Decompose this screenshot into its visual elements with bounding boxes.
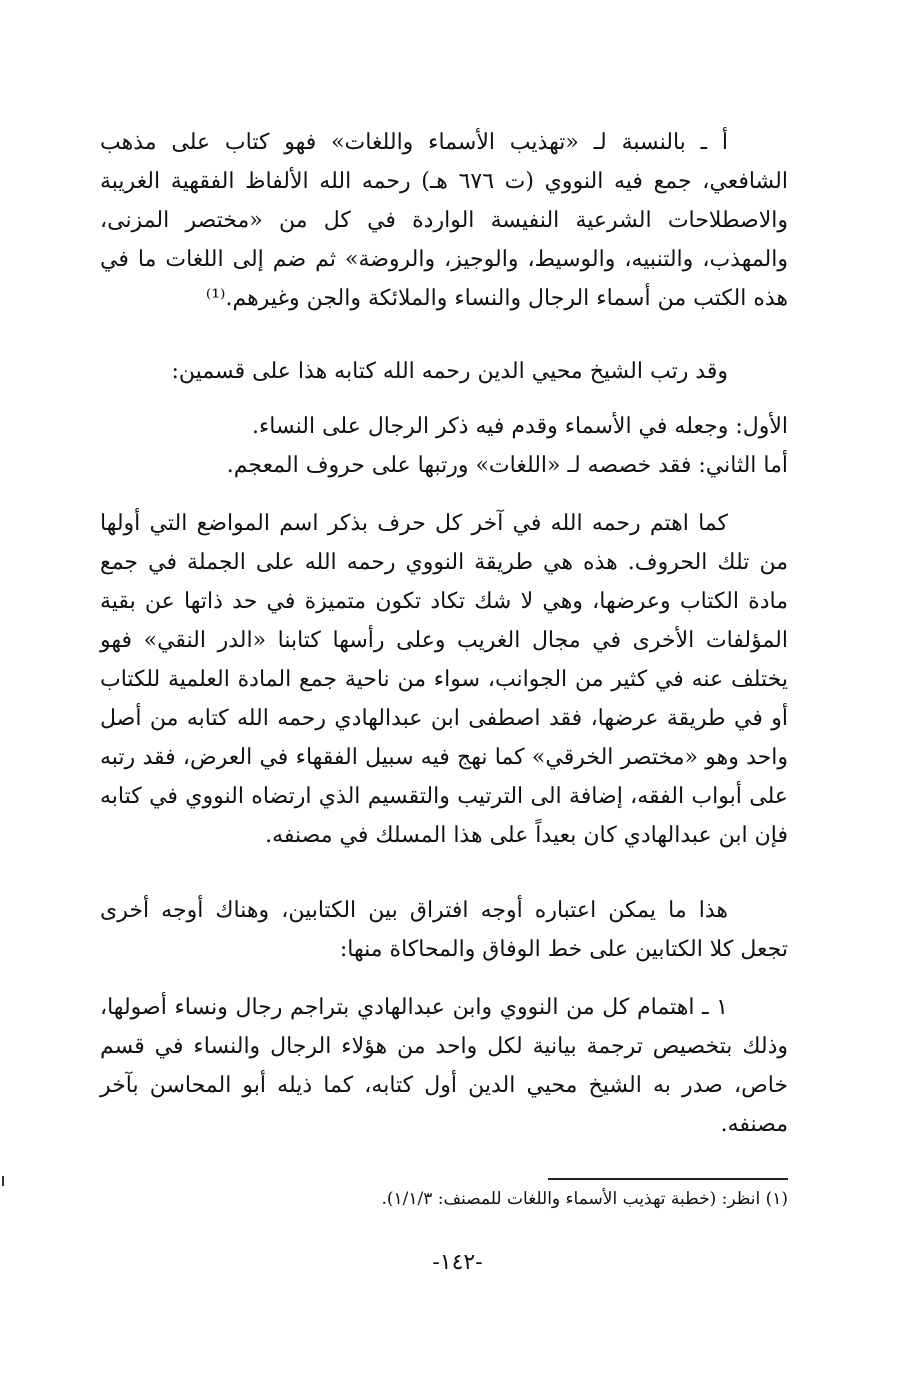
footnote: (١) انظر: (خطبة تهذيب الأسماء واللغات للمصنف: ١/١/٣).: [381, 1189, 788, 1209]
footnote-divider: [548, 1178, 788, 1180]
paragraph-agreement-intro: هذا ما يمكن اعتباره أوجه افتراق بين الكتابين، وهناك أوجه أخرى تجعل كلا الكتابين على خط الوفاق والمحاكاة منها:: [100, 898, 788, 962]
scan-edge-mark: [2, 1176, 4, 1186]
paragraph-second-part: أما الثاني: فقد خصصه لـ «اللغات» ورتبها على حروف المعجم.: [226, 453, 788, 478]
paragraph-point-one: ١ ـ اهتمام كل من النووي وابن عبدالهادي بتراجم رجال ونساء أصولها، وذلك بتخصيص ترجمة بيانية لكل واحد من هؤلاء الرجال والنساء في قسم خاص، صدر به الشيخ محيي الدين أول كتابه، كما ذيله أبو المحاسن بآخر مصنفه.: [100, 995, 788, 1137]
page-number: -١٤٢-: [432, 1250, 483, 1275]
paragraph-first-part: الأول: وجعله في الأسماء وقدم فيه ذكر الرجال على النساء.: [251, 414, 788, 439]
paragraph-comparison: كما اهتم رحمه الله في آخر كل حرف بذكر اسم المواضع التي أولها من تلك الحروف. هذه هي طريقة النووي رحمه الله على الجملة في جمع مادة الكتاب وعرضها، وهي لا شك تكاد تكون متميزة في حد ذاتها عن بقية المؤلفات الأخرى في مجال الغريب وعلى رأسها كتابنا «الدر النقي» فهو يختلف عنه في كثير من الجوانب، سواء من ناحية جمع المادة العلمية للكتاب أو في طريقة عرضها، فقد اصطفى ابن عبدالهادي رحمه الله كتابه من أصل واحد وهو «مختصر الخرقي» كما نهج فيه سبيل الفقهاء في العرض، فقد رتبه على أبواب الفقه، إضافة الى الترتيب والتقسيم الذي ارتضاه النووي في كتابه فإن ابن عبدالهادي كان بعيداً على هذا المسلك في مصنفه.: [100, 511, 788, 848]
paragraph-tahdhib-description: أ ـ بالنسبة لـ «تهذيب الأسماء واللغات» فهو كتاب على مذهب الشافعي، جمع فيه النووي (ت ٦٧٦ هـ) رحمه الله الألفاظ الفقهية الغريبة والاصطلاحات الشرعية النفيسة الواردة في كل من «مختصر المزنى، والمهذب، والتنبيه، والوسيط، والوجيز، والروضة» ثم ضم إلى اللغات ما في هذه الكتب من أسماء الرجال والنساء والملائكة والجن وغيرهم.⁽¹⁾: [100, 130, 788, 311]
paragraph-book-divisions: وقد رتب الشيخ محيي الدين رحمه الله كتابه هذا على قسمين:: [171, 359, 728, 384]
